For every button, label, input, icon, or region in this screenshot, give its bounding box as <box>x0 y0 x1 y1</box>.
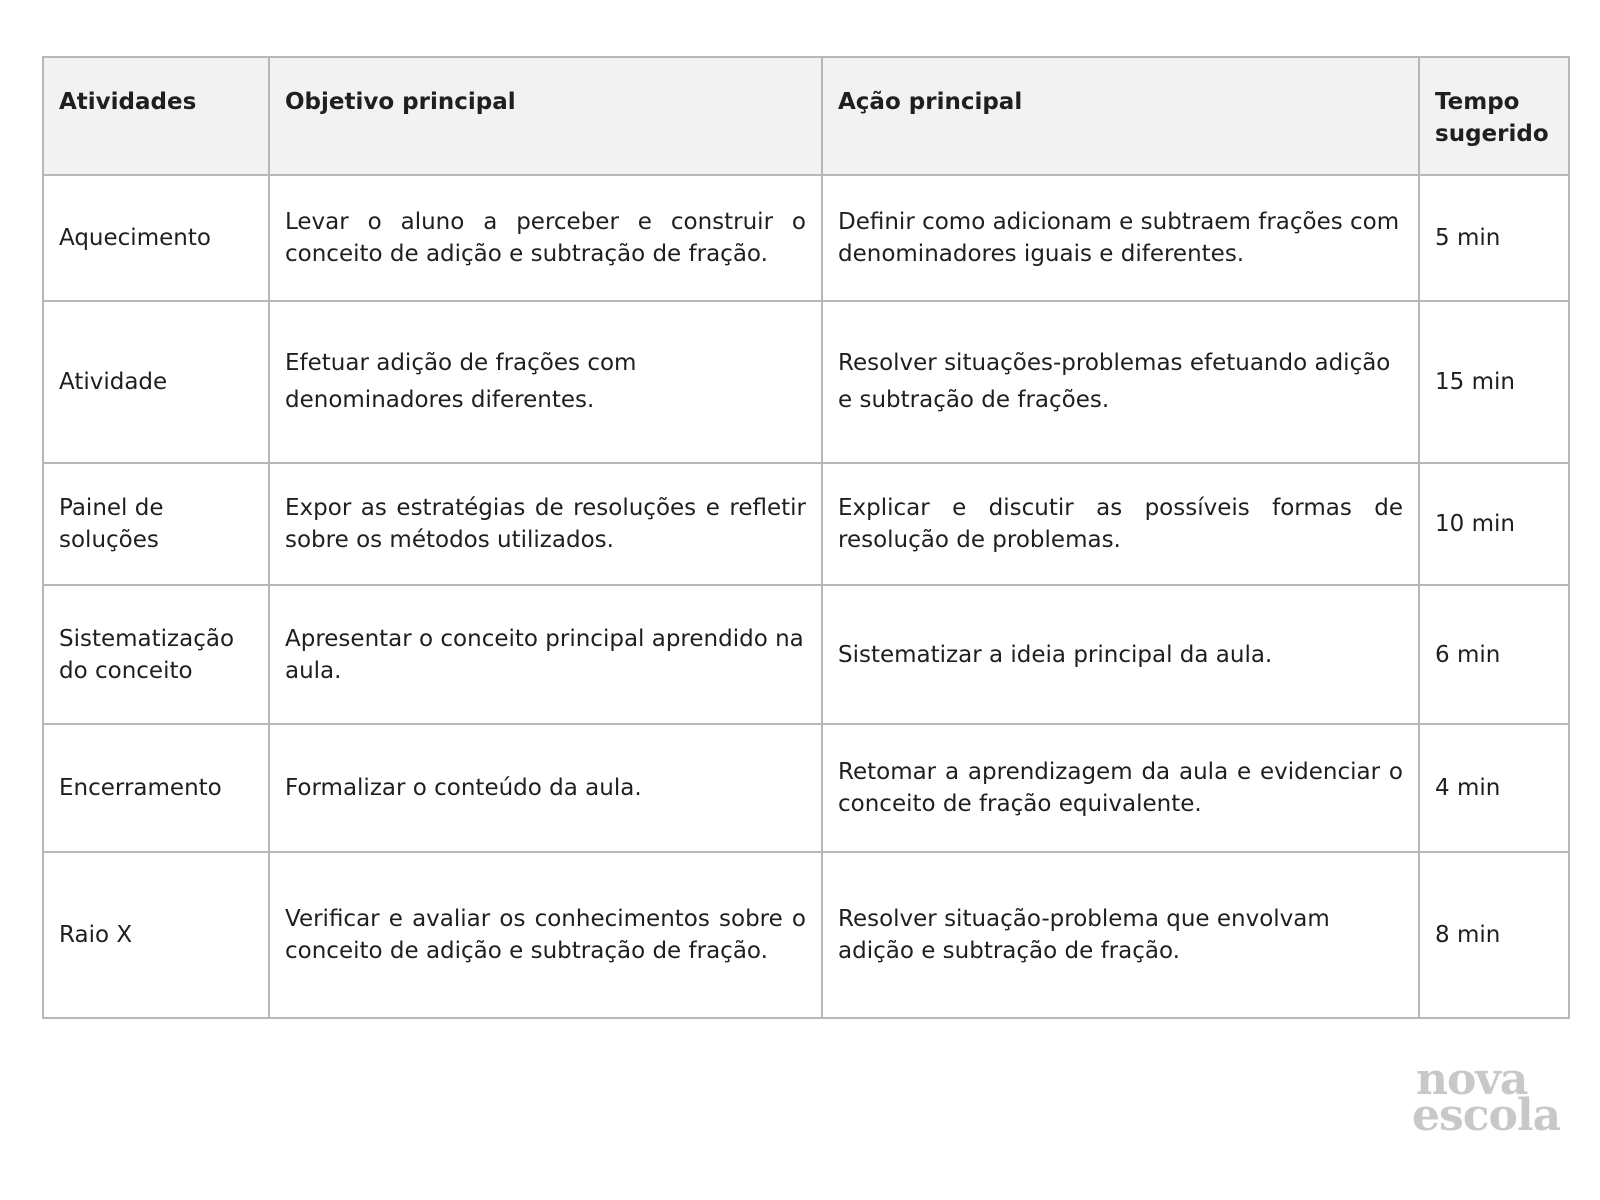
action-cell: Explicar e discutir as possíveis formas de resolução de problemas. <box>822 463 1419 585</box>
action-cell: Resolver situação-problema que envolvam adição e subtração de fração. <box>822 852 1419 1018</box>
header-suggested-time: Tempo sugerido <box>1419 57 1569 175</box>
logo-line-escola: escola <box>1412 1090 1561 1141</box>
time-cell: 8 min <box>1419 852 1569 1018</box>
activity-cell: Painel de soluções <box>43 463 269 585</box>
time-cell: 5 min <box>1419 175 1569 301</box>
objective-cell: Verificar e avaliar os conhecimentos sobre o conceito de adição e subtração de fração. <box>269 852 822 1018</box>
logo-line-nova: nova <box>1416 1054 1528 1105</box>
table-row <box>43 724 1569 852</box>
activity-cell: Aquecimento <box>43 175 269 301</box>
objective-cell: Expor as estratégias de resoluções e refletir sobre os métodos utilizados. <box>269 463 822 585</box>
activity-cell: Raio X <box>43 852 269 1018</box>
nova-escola-logo <box>1412 1054 1572 1141</box>
header-row <box>43 57 1569 175</box>
action-cell: Definir como adicionam e subtraem frações com denominadores iguais e diferentes. <box>822 175 1419 301</box>
table-row <box>43 175 1569 301</box>
objective-cell: Levar o aluno a perceber e construir o conceito de adição e subtração de fração. <box>269 175 822 301</box>
header-activities: Atividades <box>43 57 269 175</box>
lesson-plan-table <box>42 56 1570 1019</box>
action-cell: Sistematizar a ideia principal da aula. <box>822 585 1419 724</box>
table-row <box>43 301 1569 463</box>
table-row <box>43 463 1569 585</box>
table-header <box>43 57 1569 175</box>
activity-cell: Encerramento <box>43 724 269 852</box>
activity-cell: Atividade <box>43 301 269 463</box>
objective-cell: Apresentar o conceito principal aprendido na aula. <box>269 585 822 724</box>
table-row <box>43 585 1569 724</box>
time-cell: 4 min <box>1419 724 1569 852</box>
time-cell: 10 min <box>1419 463 1569 585</box>
objective-cell: Efetuar adição de frações com denominadores diferentes. <box>269 301 822 463</box>
objective-cell: Formalizar o conteúdo da aula. <box>269 724 822 852</box>
time-cell: 15 min <box>1419 301 1569 463</box>
action-cell: Retomar a aprendizagem da aula e evidenciar o conceito de fração equivalente. <box>822 724 1419 852</box>
activity-cell: Sistematização do conceito <box>43 585 269 724</box>
table-body <box>43 175 1569 1018</box>
action-cell: Resolver situações-problemas efetuando adição e subtração de frações. <box>822 301 1419 463</box>
header-main-objective: Objetivo principal <box>269 57 822 175</box>
table-row <box>43 852 1569 1018</box>
time-cell: 6 min <box>1419 585 1569 724</box>
header-main-action: Ação principal <box>822 57 1419 175</box>
